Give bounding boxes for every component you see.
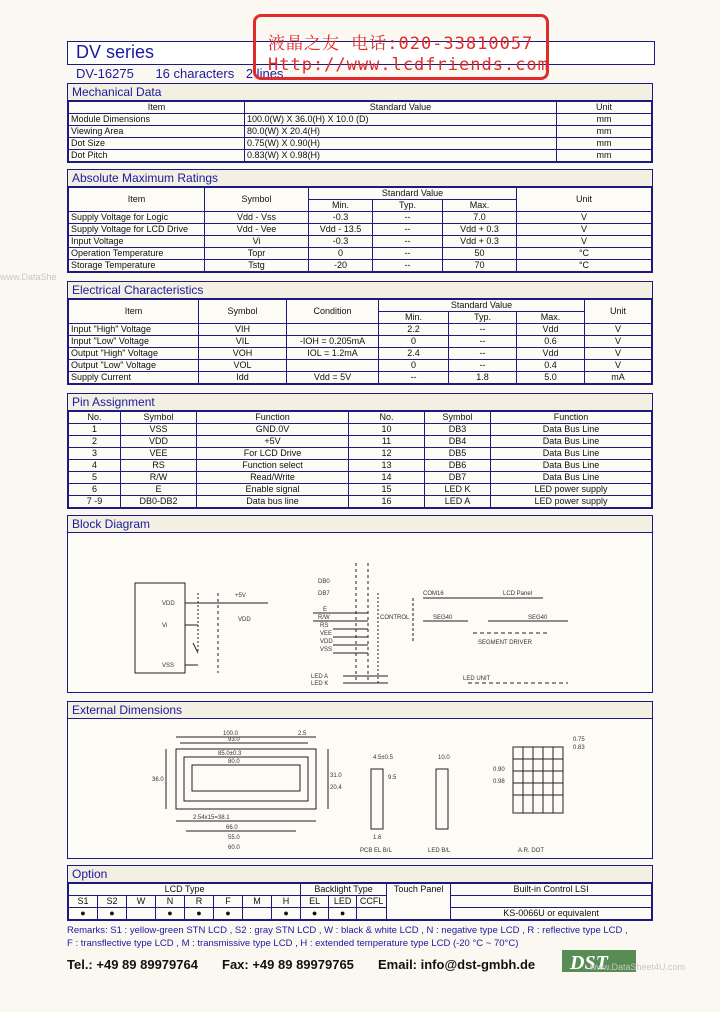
- table-cell: Module Dimensions: [69, 114, 245, 126]
- table-cell: F: [214, 896, 243, 908]
- table-cell: Input "High" Voltage: [69, 324, 199, 336]
- table-cell: Data Bus Line: [491, 448, 652, 460]
- table-cell: --: [373, 260, 443, 272]
- dim-4-5: 4.5±0.5: [373, 755, 393, 761]
- watermark-right: www.DataSheet4U.com: [590, 962, 686, 972]
- dim-10: 10.0: [438, 755, 450, 761]
- table-cell: Data Bus Line: [491, 436, 652, 448]
- header-cell: Standard Value: [245, 102, 557, 114]
- label-control: CONTROL: [380, 615, 410, 621]
- table-row: [69, 138, 652, 150]
- table-cell: ●: [301, 908, 329, 920]
- table-cell: -0.3: [309, 212, 373, 224]
- table-cell: 10: [349, 424, 425, 436]
- dim-55: 55.0: [228, 835, 240, 841]
- dot-matrix-detail: [513, 747, 563, 813]
- header-cell: Symbol: [205, 188, 309, 212]
- contact-tel: Tel.: +49 89 89979764: [67, 957, 198, 972]
- table-row: [69, 484, 652, 496]
- table-cell: --: [373, 248, 443, 260]
- header-cell: Item: [69, 102, 245, 114]
- table-cell: ●: [329, 908, 357, 920]
- table-cell: LED K: [425, 484, 491, 496]
- header-cell: Function: [197, 412, 349, 424]
- table-cell: ●: [69, 908, 98, 920]
- table-row: [69, 126, 652, 138]
- table-cell: 6: [69, 484, 121, 496]
- table-row: [69, 436, 652, 448]
- table-cell: 70: [443, 260, 517, 272]
- table-header-row: [69, 188, 652, 200]
- header-cell: Min.: [379, 312, 449, 324]
- table-cell: --: [449, 336, 517, 348]
- dim-9-5: 9.5: [388, 775, 397, 781]
- table-cell: 50: [443, 248, 517, 260]
- table-cell: LED power supply: [491, 496, 652, 508]
- series-title: DV series: [76, 42, 155, 62]
- table-cell: ●: [185, 908, 214, 920]
- table-cell: Vdd: [517, 348, 585, 360]
- header-cell: Symbol: [121, 412, 197, 424]
- dim-85: 85.0±0.3: [218, 751, 242, 757]
- header-cell: Item: [69, 188, 205, 212]
- label-e: E: [323, 607, 328, 613]
- table-cell: -IOH = 0.205mA: [287, 336, 379, 348]
- block-diagram-title: Block Diagram: [68, 516, 652, 533]
- table-cell: 2.2: [379, 324, 449, 336]
- table-cell: 1: [69, 424, 121, 436]
- table-cell: ●: [214, 908, 243, 920]
- label-vss: VSS: [162, 663, 175, 669]
- table-row: [69, 360, 652, 372]
- table-cell: mm: [557, 114, 652, 126]
- external-dimensions-section: [67, 701, 653, 859]
- table-cell: Dot Size: [69, 138, 245, 150]
- table-cell: 5: [69, 472, 121, 484]
- option-title: Option: [68, 866, 652, 883]
- table-row: [69, 460, 652, 472]
- dim-1-6: 1.6: [373, 835, 382, 841]
- header-cell: Max.: [517, 312, 585, 324]
- label-db7: DB7: [318, 591, 330, 597]
- table-cell: V: [517, 212, 652, 224]
- header-cell: Backlight Type: [301, 884, 387, 896]
- table-cell: ●: [98, 908, 127, 920]
- table-row: [69, 472, 652, 484]
- table-cell: M: [243, 896, 272, 908]
- table-cell: Output "Low" Voltage: [69, 360, 199, 372]
- table-cell: 16: [349, 496, 425, 508]
- dim-60: 60.0: [228, 845, 240, 851]
- table-cell: Storage Temperature: [69, 260, 205, 272]
- red-stamp: [253, 14, 549, 80]
- table-cell: Read/Write: [197, 472, 349, 484]
- module-outline: [176, 749, 316, 809]
- table-cell: [287, 360, 379, 372]
- table-row: [69, 336, 652, 348]
- header-cell: Function: [491, 412, 652, 424]
- table-cell: RS: [121, 460, 197, 472]
- table-cell: 0: [309, 248, 373, 260]
- label-plus-5v: +5V: [235, 593, 246, 599]
- table-cell: 15: [349, 484, 425, 496]
- table-cell: Output "High" Voltage: [69, 348, 199, 360]
- table-header-row: [69, 412, 652, 424]
- remarks-line-2: F : transflective type LCD , M : transmissive type LCD , H : extended temperature type LCD (-20 °C ~ 70°C): [67, 938, 519, 949]
- table-row: [69, 212, 652, 224]
- label-seg40: SEG40: [433, 615, 453, 621]
- table-cell: EL: [301, 896, 329, 908]
- table-cell: 2.4: [379, 348, 449, 360]
- table-cell: VOH: [199, 348, 287, 360]
- table-cell: S2: [98, 896, 127, 908]
- table-cell: KS-0066U or equivalent: [451, 908, 652, 920]
- header-cell: Built-in Control LSI: [451, 884, 652, 896]
- stamp-line-2: Http://www.lcdfriends.com: [268, 55, 549, 75]
- table-row: [69, 908, 652, 920]
- label-vdd: VDD: [162, 601, 175, 607]
- table-row: [69, 424, 652, 436]
- dim-0-90: 0.90: [493, 767, 505, 773]
- table-cell: +5V: [197, 436, 349, 448]
- table-cell: Supply Current: [69, 372, 199, 384]
- table-cell: Vdd: [517, 324, 585, 336]
- table-cell: 14: [349, 472, 425, 484]
- dim-36: 36.0: [152, 777, 164, 783]
- table-row: [69, 236, 652, 248]
- header-cell: Unit: [557, 102, 652, 114]
- header-cell: Typ.: [449, 312, 517, 324]
- header-cell: Touch Panel: [387, 884, 451, 920]
- block-diagram-section: [67, 515, 653, 693]
- header-cell: Standard Value: [379, 300, 585, 312]
- table-row: [69, 248, 652, 260]
- dim-2-5: 2.5: [298, 731, 307, 737]
- header-cell: LCD Type: [69, 884, 301, 896]
- table-cell: Tstg: [205, 260, 309, 272]
- table-cell: GND.0V: [197, 424, 349, 436]
- table-cell: 0.4: [517, 360, 585, 372]
- table-cell: Function select: [197, 460, 349, 472]
- mechanical-data-section: [67, 83, 653, 163]
- header-cell: Min.: [309, 200, 373, 212]
- dim-pitch: 2.54x15=38.1: [193, 815, 230, 821]
- table-cell: VOL: [199, 360, 287, 372]
- table-cell: Operation Temperature: [69, 248, 205, 260]
- absolute-max-title: Absolute Maximum Ratings: [68, 170, 652, 187]
- table-row: [69, 896, 652, 908]
- table-cell: mm: [557, 126, 652, 138]
- header-cell: Symbol: [199, 300, 287, 324]
- table-cell: V: [517, 224, 652, 236]
- label-led-k: LED K: [311, 681, 329, 687]
- contact-fax: Fax: +49 89 89979765: [222, 957, 354, 972]
- table-cell: DB3: [425, 424, 491, 436]
- table-cell: LED A: [425, 496, 491, 508]
- table-cell: R: [185, 896, 214, 908]
- label-seg40-right: SEG40: [528, 615, 548, 621]
- table-cell: V: [585, 360, 652, 372]
- caption-led-bl: LED B/L: [428, 848, 451, 854]
- electrical-table: [68, 299, 652, 384]
- contact-email: Email: info@dst-gmbh.de: [378, 957, 536, 972]
- contrast-module-box: [135, 583, 185, 673]
- dim-80: 80.0: [228, 759, 240, 765]
- table-cell: 1.8: [449, 372, 517, 384]
- label-vdd-bus: VDD: [320, 639, 333, 645]
- table-cell: V: [585, 348, 652, 360]
- table-cell: Data bus line: [197, 496, 349, 508]
- absolute-max-table: [68, 187, 652, 272]
- label-vee: VEE: [320, 631, 333, 637]
- table-cell: Vdd + 0.3: [443, 236, 517, 248]
- table-cell: 2: [69, 436, 121, 448]
- pin-assignment-title: Pin Assignment: [68, 394, 652, 411]
- table-row: [69, 348, 652, 360]
- table-cell: N: [156, 896, 185, 908]
- table-cell: mm: [557, 150, 652, 162]
- table-cell: DB0-DB2: [121, 496, 197, 508]
- table-header-row: [69, 300, 652, 312]
- header-cell: Unit: [517, 188, 652, 212]
- electrical-title: Electrical Characteristics: [68, 282, 652, 299]
- header-cell: Standard Value: [309, 188, 517, 200]
- table-row: [69, 324, 652, 336]
- character-count: 16 characters: [155, 66, 235, 81]
- caption-dot: A.R. DOT: [518, 848, 545, 854]
- label-vdd-right: VDD: [238, 617, 251, 623]
- label-lcd-panel: LCD Panel: [503, 591, 533, 597]
- side-view-led: [436, 769, 448, 829]
- table-cell: DB4: [425, 436, 491, 448]
- table-cell: For LCD Drive: [197, 448, 349, 460]
- table-cell: Idd: [199, 372, 287, 384]
- table-cell: mm: [557, 138, 652, 150]
- table-cell: Data Bus Line: [491, 472, 652, 484]
- label-rw: R/W: [318, 615, 330, 621]
- table-cell: -0.3: [309, 236, 373, 248]
- table-row: [69, 496, 652, 508]
- table-cell: 11: [349, 436, 425, 448]
- table-cell: 3: [69, 448, 121, 460]
- dim-20-4: 20.4: [330, 785, 342, 791]
- table-cell: --: [449, 360, 517, 372]
- mechanical-data-title: Mechanical Data: [68, 84, 652, 101]
- table-cell: VSS: [121, 424, 197, 436]
- table-cell: --: [449, 324, 517, 336]
- label-com16: COM16: [423, 591, 444, 597]
- remarks-line-1: Remarks: S1 : yellow-green STN LCD , S2 : gray STN LCD , W : black & white LCD , N : negative type LCD , R : reflective type LCD ,: [67, 925, 628, 936]
- table-cell: CCFL: [357, 896, 387, 908]
- table-cell: Vdd + 0.3: [443, 224, 517, 236]
- table-cell: 0.75(W) X 0.90(H): [245, 138, 557, 150]
- table-row: [69, 150, 652, 162]
- table-cell: [243, 908, 272, 920]
- label-rs: RS: [320, 623, 329, 629]
- table-cell: Vdd - Vee: [205, 224, 309, 236]
- table-cell: 80.0(W) X 20.4(H): [245, 126, 557, 138]
- table-cell: DB6: [425, 460, 491, 472]
- table-cell: V: [585, 336, 652, 348]
- dim-0-83: 0.83: [573, 745, 585, 751]
- table-cell: Topr: [205, 248, 309, 260]
- label-segment-driver: SEGMENT DRIVER: [478, 640, 532, 646]
- stamp-line-1: 液晶之友 电话:020-33810057: [268, 34, 534, 54]
- table-cell: --: [373, 224, 443, 236]
- table-cell: 0: [379, 336, 449, 348]
- label-db0: DB0: [318, 579, 330, 585]
- table-cell: ●: [156, 908, 185, 920]
- table-cell: Data Bus Line: [491, 460, 652, 472]
- table-cell: Input "Low" Voltage: [69, 336, 199, 348]
- table-cell: DB7: [425, 472, 491, 484]
- table-cell: °C: [517, 260, 652, 272]
- table-cell: LED power supply: [491, 484, 652, 496]
- absolute-max-section: [67, 169, 653, 273]
- header-cell: Condition: [287, 300, 379, 324]
- mechanical-table: [68, 101, 652, 162]
- table-cell: 13: [349, 460, 425, 472]
- table-cell: V: [517, 236, 652, 248]
- table-cell: VDD: [121, 436, 197, 448]
- dim-66: 66.0: [226, 825, 238, 831]
- table-cell: --: [373, 236, 443, 248]
- table-cell: °C: [517, 248, 652, 260]
- table-cell: Input Voltage: [69, 236, 205, 248]
- table-header-row: [69, 884, 652, 896]
- external-dimension-drawing: [68, 719, 652, 857]
- option-table: [68, 883, 652, 920]
- table-cell: DB5: [425, 448, 491, 460]
- table-cell: [357, 908, 387, 920]
- dim-100: 100.0: [223, 731, 239, 737]
- table-cell: Enable signal: [197, 484, 349, 496]
- header-cell: Item: [69, 300, 199, 324]
- table-cell: VEE: [121, 448, 197, 460]
- dim-93: 93.0: [228, 737, 240, 743]
- external-dimensions-title: External Dimensions: [68, 702, 652, 719]
- header-cell: Unit: [585, 300, 652, 324]
- table-cell: 4: [69, 460, 121, 472]
- dim-31: 31.0: [330, 773, 342, 779]
- table-cell: mA: [585, 372, 652, 384]
- table-cell: LED: [329, 896, 357, 908]
- header-cell: Symbol: [425, 412, 491, 424]
- table-cell: E: [121, 484, 197, 496]
- header-cell: Typ.: [373, 200, 443, 212]
- line-count: 2 lines: [245, 66, 284, 81]
- table-cell: S1: [69, 896, 98, 908]
- table-cell: 0.83(W) X 0.98(H): [245, 150, 557, 162]
- table-cell: --: [373, 212, 443, 224]
- table-cell: Vi: [205, 236, 309, 248]
- table-cell: 0: [379, 360, 449, 372]
- table-cell: W: [127, 896, 156, 908]
- table-cell: [287, 324, 379, 336]
- table-cell: [451, 896, 652, 908]
- table-row: [69, 114, 652, 126]
- dim-0-75: 0.75: [573, 737, 585, 743]
- table-cell: [127, 908, 156, 920]
- table-cell: 100.0(W) X 36.0(H) X 10.0 (D): [245, 114, 557, 126]
- option-section: [67, 865, 653, 921]
- table-cell: Viewing Area: [69, 126, 245, 138]
- table-cell: Data Bus Line: [491, 424, 652, 436]
- header-cell: No.: [69, 412, 121, 424]
- table-cell: --: [379, 372, 449, 384]
- table-cell: VIH: [199, 324, 287, 336]
- watermark-left: www.DataShe: [0, 272, 57, 282]
- table-cell: Supply Voltage for LCD Drive: [69, 224, 205, 236]
- table-cell: Vdd - 13.5: [309, 224, 373, 236]
- table-cell: --: [449, 348, 517, 360]
- table-cell: 7.0: [443, 212, 517, 224]
- table-cell: H: [272, 896, 301, 908]
- label-vi: Vi: [162, 623, 168, 629]
- table-cell: IOL = 1.2mA: [287, 348, 379, 360]
- table-cell: 0.6: [517, 336, 585, 348]
- pin-assignment-section: [67, 393, 653, 509]
- pin-table: [68, 411, 652, 508]
- table-cell: 5.0: [517, 372, 585, 384]
- header-cell: Max.: [443, 200, 517, 212]
- table-header-row: [69, 102, 652, 114]
- logo-text: DST: [570, 952, 608, 974]
- header-cell: No.: [349, 412, 425, 424]
- table-cell: ●: [272, 908, 301, 920]
- table-cell: 12: [349, 448, 425, 460]
- table-cell: Vdd - Vss: [205, 212, 309, 224]
- table-row: [69, 224, 652, 236]
- label-led-a: LED A: [311, 674, 329, 680]
- table-cell: Vdd = 5V: [287, 372, 379, 384]
- dim-0-98: 0.98: [493, 779, 505, 785]
- electrical-section: [67, 281, 653, 385]
- table-row: [69, 372, 652, 384]
- table-cell: R/W: [121, 472, 197, 484]
- table-cell: V: [585, 324, 652, 336]
- label-vss-bus: VSS: [320, 647, 333, 653]
- table-cell: VIL: [199, 336, 287, 348]
- table-cell: Dot Pitch: [69, 150, 245, 162]
- side-view-el: [371, 769, 383, 829]
- table-cell: -20: [309, 260, 373, 272]
- table-cell: Supply Voltage for Logic: [69, 212, 205, 224]
- label-led-unit: LED UNIT: [463, 676, 491, 682]
- caption-el-bl: PCB EL B/L: [360, 848, 392, 854]
- table-row: [69, 448, 652, 460]
- table-cell: 7 -9: [69, 496, 121, 508]
- model-number: DV-16275: [76, 66, 134, 81]
- block-diagram: [68, 533, 652, 691]
- table-row: [69, 260, 652, 272]
